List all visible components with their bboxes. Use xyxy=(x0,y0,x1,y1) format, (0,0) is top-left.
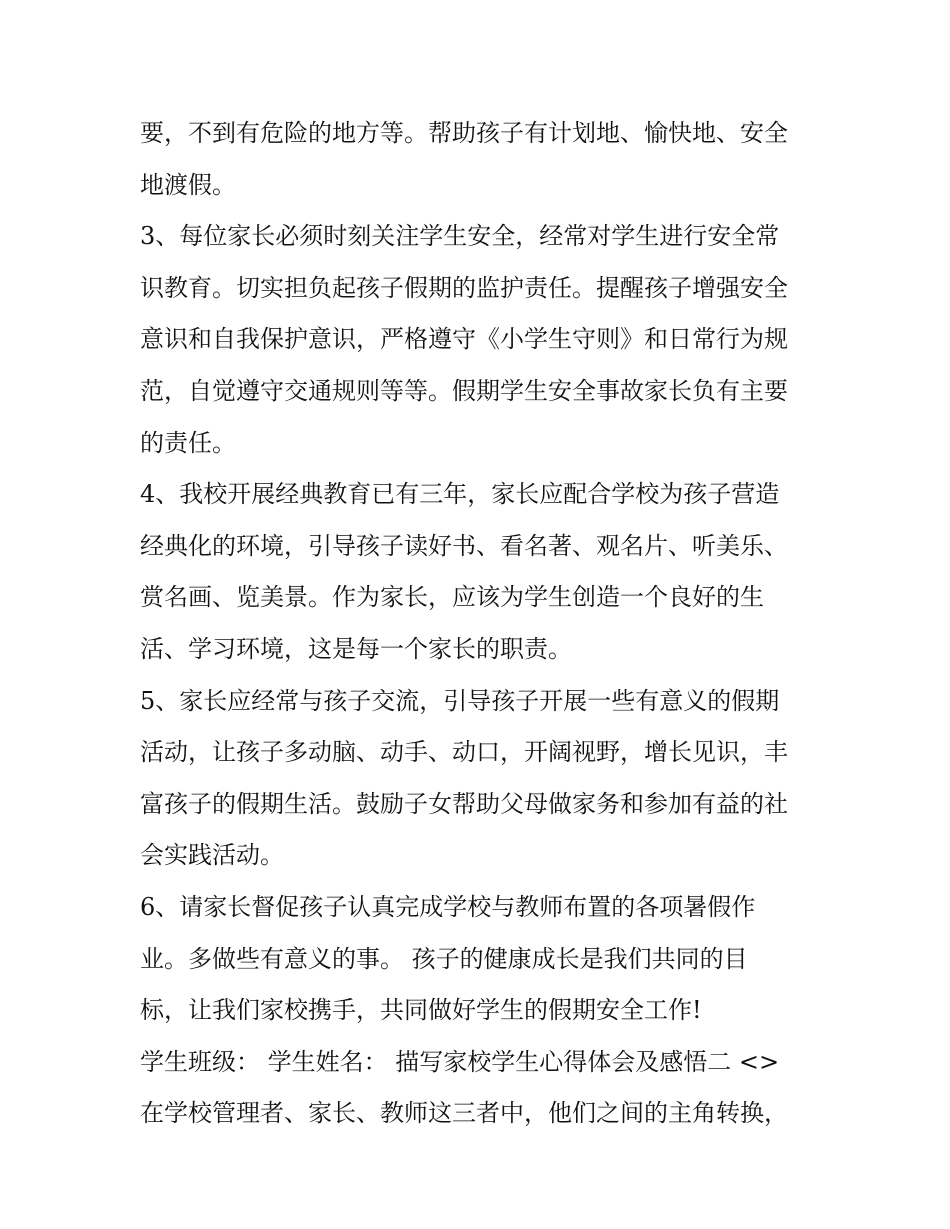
text-line: 的责任。 xyxy=(140,428,236,457)
text-line: 会实践活动。 xyxy=(140,841,284,870)
text-line: 在学校管理者、家长、教师这三者中，他们之间的主角转换， xyxy=(140,1099,788,1128)
text-line: 业。多做些有意义的事。 孩子的健康成长是我们共同的目 xyxy=(140,944,748,973)
text-line: 范，自觉遵守交通规则等等。假期学生安全事故家长负有主要 xyxy=(140,376,788,405)
text-line: 赏名画、览美景。作为家长，应该为学生创造一个良好的生 xyxy=(140,583,764,612)
text-line: 5、家长应经常与孩子交流，引导孩子开展一些有意义的假期 xyxy=(140,686,780,715)
text-line: 要，不到有危险的地方等。帮助孩子有计划地、愉快地、安全 xyxy=(140,119,788,147)
text-line: 地渡假。 xyxy=(140,170,236,199)
text-line: 识教育。切实担负起孩子假期的监护责任。提醒孩子增强安全 xyxy=(140,273,788,302)
text-line: 活动，让孩子多动脑、动手、动口，开阔视野，增长见识，丰 xyxy=(140,738,788,767)
text-line: 意识和自我保护意识，严格遵守《小学生守则》和日常行为规 xyxy=(140,325,788,354)
text-line: 富孩子的假期生活。鼓励子女帮助父母做家务和参加有益的社 xyxy=(140,789,788,818)
text-line: 6、请家长督促孩子认真完成学校与教师布置的各项暑假作 xyxy=(140,892,756,921)
document-body xyxy=(140,108,820,1140)
text-line: 3、每位家长必须时刻关注学生安全，经常对学生进行安全常 xyxy=(140,222,780,251)
text-line: 学生班级： 学生姓名： 描写家校学生心得体会及感悟二 <> xyxy=(140,1047,780,1076)
text-line: 经典化的环境，引导孩子读好书、看名著、观名片、听美乐、 xyxy=(140,531,788,560)
text-line: 活、学习环境，这是每一个家长的职责。 xyxy=(140,634,572,663)
text-line: 4、我校开展经典教育已有三年，家长应配合学校为孩子营造 xyxy=(140,480,780,509)
text-line: 标，让我们家校携手，共同做好学生的假期安全工作! xyxy=(140,996,702,1025)
